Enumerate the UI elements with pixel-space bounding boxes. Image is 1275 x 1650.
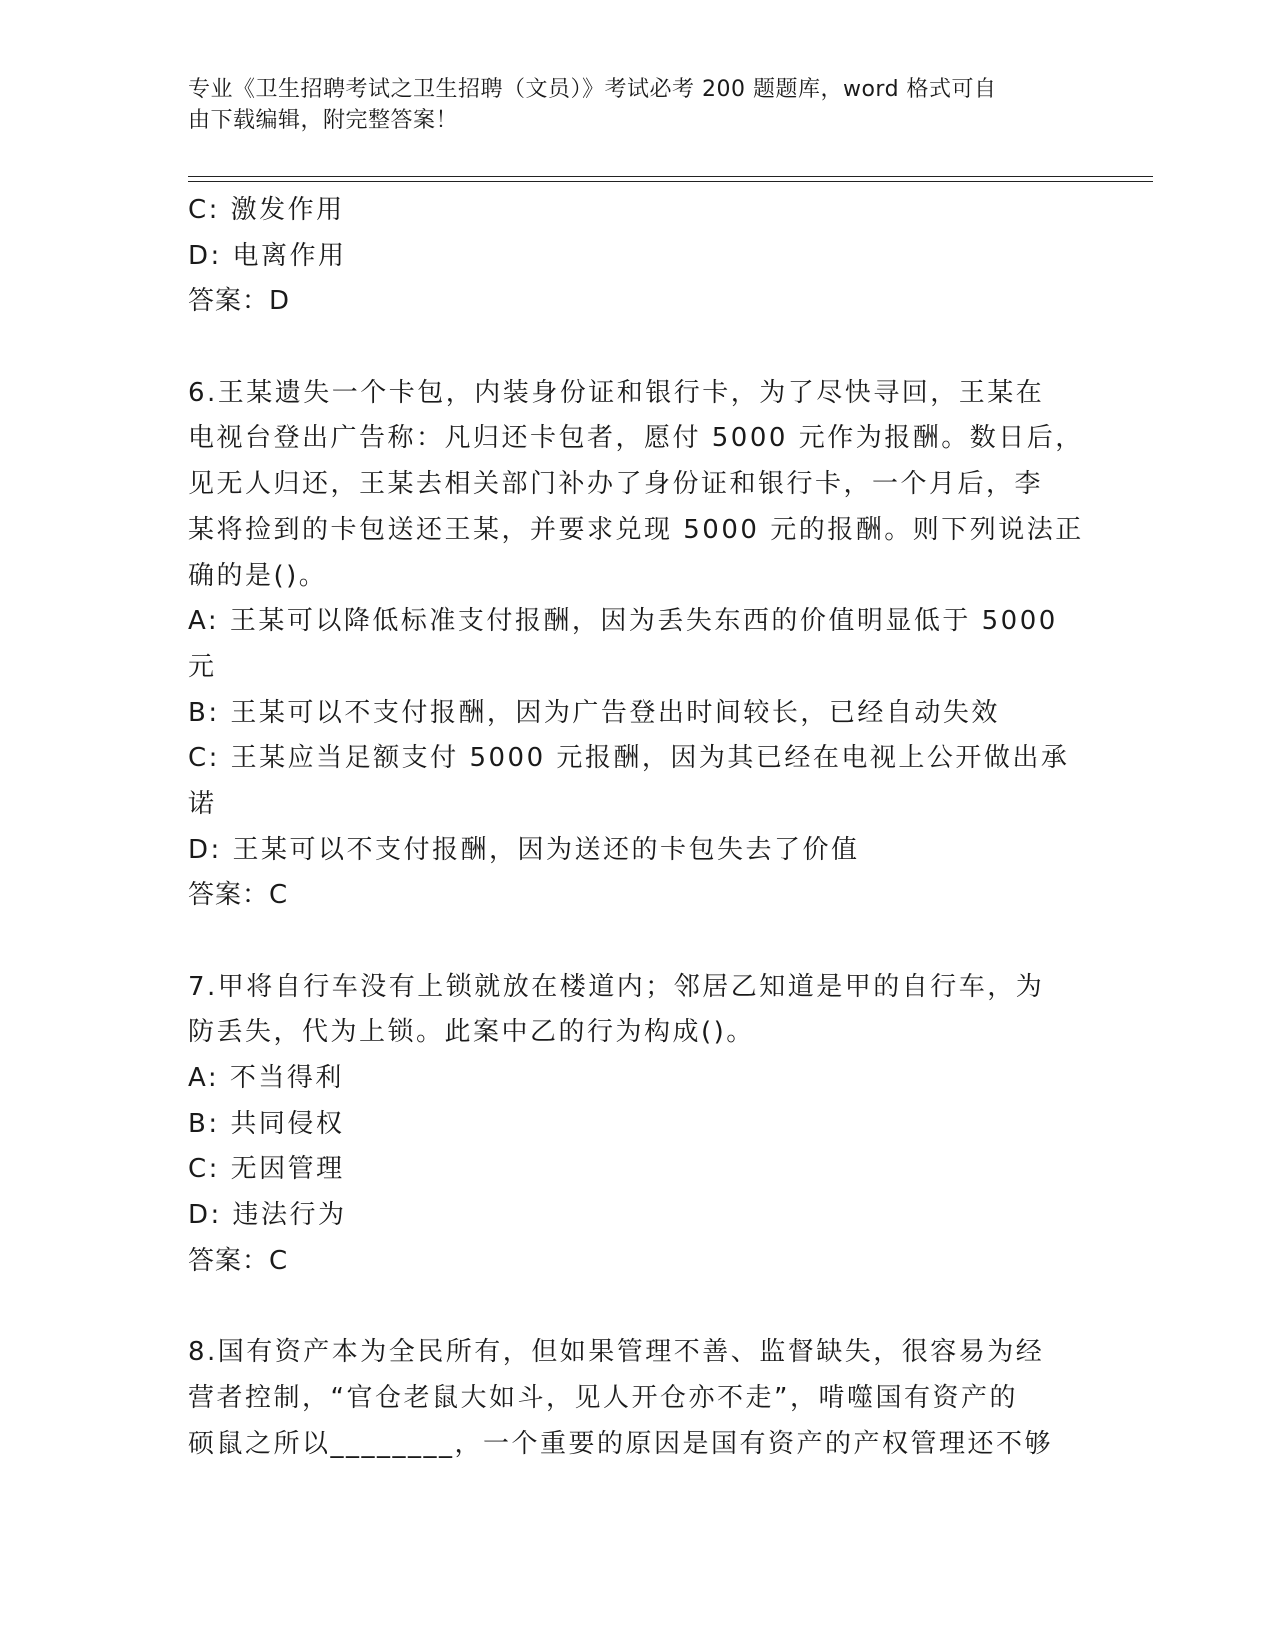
spacer xyxy=(188,1285,1088,1331)
q7-stem-line: 防丢失，代为上锁。此案中乙的行为构成()。 xyxy=(188,1017,755,1048)
q7-option-c: C: 无因管理 xyxy=(188,1154,345,1185)
header-divider-bottom xyxy=(188,181,1153,182)
q6-option-c-cont: 诺 xyxy=(188,788,217,819)
header-line-2: 由下载编辑，附完整答案！ xyxy=(188,108,459,133)
q7-stem-line: 7.甲将自行车没有上锁就放在楼道内；邻居乙知道是甲的自行车，为 xyxy=(188,971,1045,1002)
q6-answer: 答案：C xyxy=(188,880,289,911)
question-7 xyxy=(188,965,1088,1285)
header-line-1: 专业《卫生招聘考试之卫生招聘（文员）》考试必考 200 题题库，word 格式可自 xyxy=(188,77,997,102)
q6-option-d: D: 王某可以不支付报酬，因为送还的卡包失去了价值 xyxy=(188,834,860,865)
document-body xyxy=(188,188,1088,1467)
q7-answer: 答案：C xyxy=(188,1245,289,1276)
q5-option-c: C: 激发作用 xyxy=(188,195,345,225)
header-divider-top xyxy=(188,176,1153,177)
q6-option-a: A: 王某可以降低标准支付报酬，因为丢失东西的价值明显低于 5000 xyxy=(188,606,1058,637)
q6-stem-line: 6.王某遗失一个卡包，内装身份证和银行卡，为了尽快寻回，王某在 xyxy=(188,377,1045,408)
q6-option-c: C: 王某应当足额支付 5000 元报酬，因为其已经在电视上公开做出承 xyxy=(188,743,1070,774)
question-6 xyxy=(188,371,1088,919)
q8-stem-line: 8.国有资产本为全民所有，但如果管理不善、监督缺失，很容易为经 xyxy=(188,1337,1045,1368)
question-8 xyxy=(188,1330,1088,1467)
q6-option-b: B: 王某可以不支付报酬，因为广告登出时间较长，已经自动失效 xyxy=(188,697,1000,728)
document-header xyxy=(188,74,1088,136)
q7-option-d: D: 违法行为 xyxy=(188,1200,347,1231)
spacer xyxy=(188,325,1088,371)
q5-option-d: D: 电离作用 xyxy=(188,240,347,271)
q6-stem-line: 确的是()。 xyxy=(188,560,328,591)
q8-stem-line: 营者控制，“官仓老鼠大如斗，见人开仓亦不走”，啃噬国有资产的 xyxy=(188,1382,1018,1413)
q5-answer: 答案：D xyxy=(188,286,291,317)
spacer xyxy=(188,919,1088,965)
q8-stem-line: 硕鼠之所以________，一个重要的原因是国有资产的产权管理还不够 xyxy=(188,1428,1054,1459)
question-5 xyxy=(188,188,1088,325)
q7-option-b: B: 共同侵权 xyxy=(188,1108,345,1139)
q6-stem-line: 电视台登出广告称：凡归还卡包者，愿付 5000 元作为报酬。数日后， xyxy=(188,423,1084,454)
q6-option-a-cont: 元 xyxy=(188,651,217,682)
q7-option-a: A: 不当得利 xyxy=(188,1063,344,1094)
q6-stem-line: 见无人归还，王某去相关部门补办了身份证和银行卡，一个月后，李 xyxy=(188,469,1044,500)
q6-stem-line: 某将捡到的卡包送还王某，并要求兑现 5000 元的报酬。则下列说法正 xyxy=(188,514,1084,545)
